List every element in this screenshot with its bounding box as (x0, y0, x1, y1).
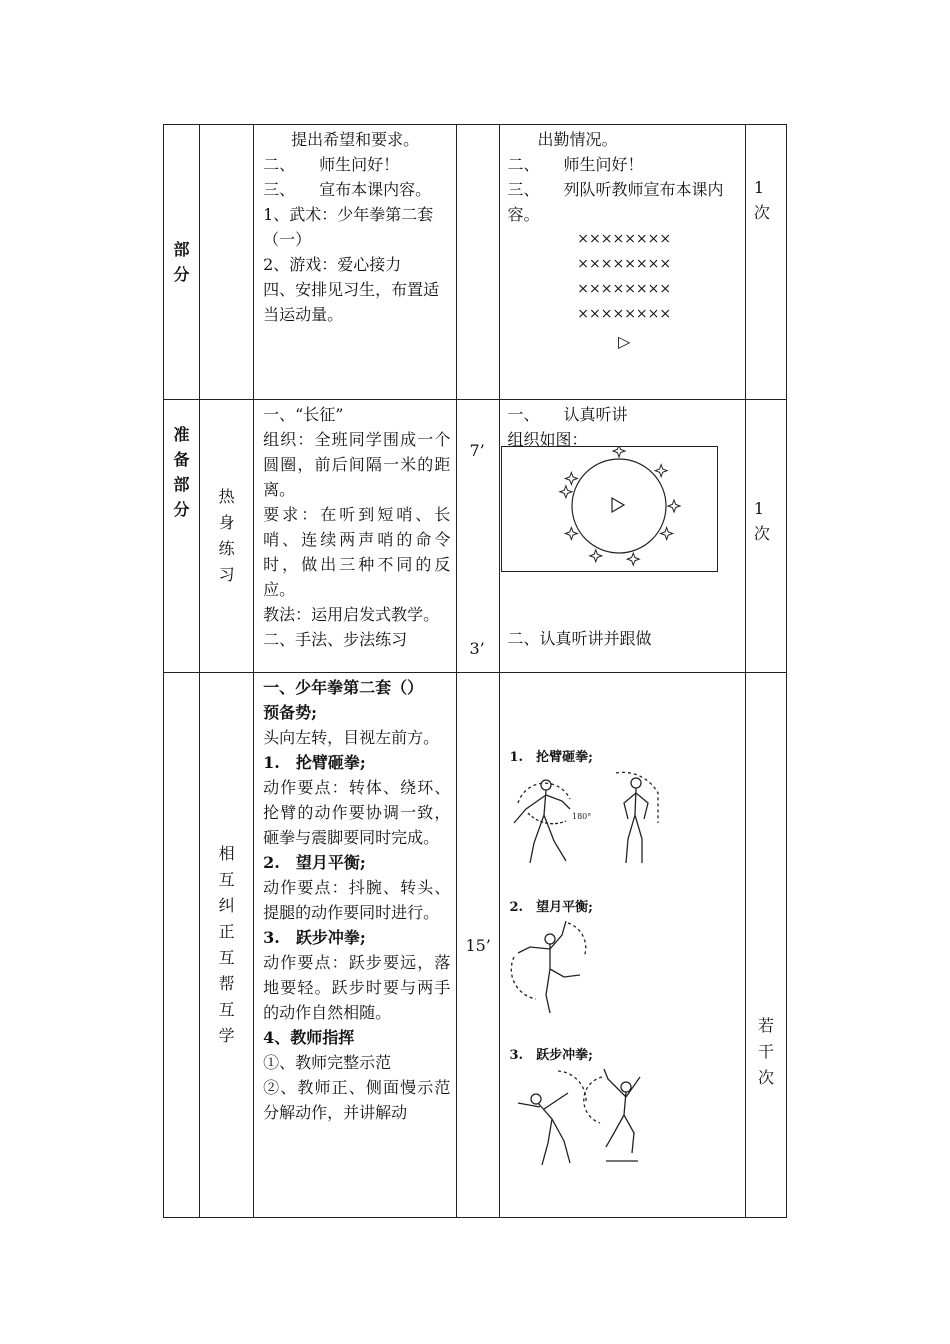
count-char: 若 (757, 1016, 774, 1035)
content-cell (254, 125, 457, 400)
count-char: 次 (757, 1068, 774, 1087)
count-cell (745, 125, 786, 400)
swing-arm-punch-figure (508, 763, 668, 873)
content-line: 三、 宣布本课内容。 (263, 180, 432, 199)
content-line: ②、教师正、侧面慢示范分解动作，并讲解动 (263, 1078, 451, 1122)
leap-punch-figure (508, 1063, 668, 1173)
content-line: 动作要点：跃步要远，落地要轻。跃步时要与两手的动作自然相随。 (263, 953, 451, 1022)
activity-char: 习 (218, 565, 235, 584)
student-star-icon (627, 553, 639, 565)
time-value: 15’ (465, 935, 491, 955)
content-line: 预备势; (263, 703, 318, 722)
section-char: 部 (173, 475, 190, 494)
section-label (164, 125, 200, 400)
activity-char: 相 (218, 844, 235, 863)
figure-label: 3. 跃步冲拳; (509, 1048, 593, 1063)
content-line: 一、“长征” (263, 405, 344, 424)
student-line: 一、 认真听讲 (507, 405, 628, 424)
section-char: 准 (173, 425, 190, 444)
content-line: 二、 师生问好！ (263, 155, 400, 174)
content-line: 2、游戏：爱心接力 (263, 255, 402, 274)
formation-row: ×××××××× (577, 306, 672, 322)
content-line: 二、手法、步法练习 (263, 630, 408, 649)
student-star-icon (613, 446, 625, 457)
student-line: 出勤情况。 (537, 130, 618, 149)
angle-label: 180° (571, 812, 591, 821)
row-main (164, 673, 787, 1218)
content-line: 组织：全班同学围成一个圆圈，前后间隔一米的距离。 (263, 430, 451, 499)
content-line: 一、少年拳第二套（） (263, 678, 424, 697)
moon-balance-figure (510, 917, 600, 1017)
row-warmup (164, 400, 787, 673)
content-line: 四、安排见习生，布置适当运动量。 (263, 280, 440, 324)
student-line: 二、认真听讲并跟做 (507, 629, 652, 648)
count-cell (745, 673, 786, 1218)
student-cell (499, 400, 745, 673)
activity-cell (200, 125, 254, 400)
content-line: 2. 望月平衡; (263, 853, 366, 872)
content-line: 动作要点：转体、绕环、抡臂的动作要协调一致，砸拳与震脚要同时完成。 (263, 778, 451, 847)
activity-char: 学 (218, 1026, 235, 1045)
figure-label: 1. 抡臂砸拳; (509, 750, 593, 765)
student-star-icon (655, 465, 667, 477)
student-star-icon (668, 500, 680, 512)
figure-label: 2. 望月平衡; (509, 900, 593, 915)
content-line: 头向左转，目视左前方。 (263, 728, 440, 747)
content-line: ①、教师完整示范 (263, 1053, 392, 1072)
circle-formation-diagram (501, 446, 719, 574)
teacher-triangle-icon (612, 498, 624, 512)
time-value: 7’ (469, 441, 485, 460)
field-border (501, 447, 717, 572)
section-char: 部 (173, 240, 190, 259)
content-line: 3. 跃步冲拳; (263, 928, 366, 947)
section-char: 分 (173, 265, 190, 284)
formation-row: ×××××××× (577, 231, 672, 247)
count-text: 1次 (753, 499, 770, 543)
activity-char: 互 (218, 948, 235, 967)
activity-char: 正 (218, 922, 235, 941)
content-line: 1、武术：少年拳第二套（一） (263, 205, 434, 249)
student-star-icon (565, 528, 577, 540)
time-value: 3’ (469, 639, 485, 658)
content-cell (254, 400, 457, 673)
activity-char: 纠 (218, 896, 235, 915)
section-char: 备 (173, 450, 190, 469)
activity-cell (200, 400, 254, 673)
content-line: 1. 抡臂砸拳; (263, 753, 366, 772)
content-line: 动作要点：抖腕、转头、提腿的动作要同时进行。 (263, 878, 451, 922)
teacher-triangle-icon: ▷ (618, 332, 631, 351)
student-line: 组织如图： (507, 430, 588, 449)
content-line: 4、教师指挥 (263, 1028, 355, 1047)
content-line: 教法：运用启发式教学。 (263, 605, 440, 624)
student-star-icon (559, 486, 571, 498)
student-star-icon (660, 528, 672, 540)
activity-char: 热 (218, 487, 235, 506)
row-opening (164, 125, 787, 400)
time-cell (457, 400, 499, 673)
student-star-icon (565, 473, 577, 485)
formation-row: ×××××××× (577, 281, 672, 297)
count-text: 1次 (753, 178, 770, 222)
content-line: 要求：在听到短哨、长哨、连续两声哨的命令时，做出三种不同的反应。 (263, 505, 451, 599)
count-char: 干 (757, 1042, 774, 1061)
activity-char: 练 (218, 539, 235, 558)
student-line: 三、 列队听教师宣布本课内容。 (507, 180, 724, 224)
time-cell (457, 673, 499, 1218)
activity-char: 帮 (218, 974, 235, 993)
student-cell (499, 673, 745, 1218)
student-circle (572, 459, 666, 553)
section-label (164, 673, 200, 1218)
lesson-plan-table (163, 124, 787, 1218)
formation-row: ×××××××× (577, 256, 672, 272)
student-cell (499, 125, 745, 400)
activity-char: 身 (218, 513, 235, 532)
section-char: 分 (173, 500, 190, 519)
count-cell (745, 400, 786, 673)
section-label (164, 400, 200, 673)
student-star-icon (589, 550, 601, 562)
activity-char: 互 (218, 870, 235, 889)
content-line: 提出希望和要求。 (291, 130, 420, 149)
student-line: 二、 师生问好！ (507, 155, 644, 174)
activity-cell (200, 673, 254, 1218)
activity-char: 互 (218, 1000, 235, 1019)
time-cell (457, 125, 499, 400)
content-cell (254, 673, 457, 1218)
